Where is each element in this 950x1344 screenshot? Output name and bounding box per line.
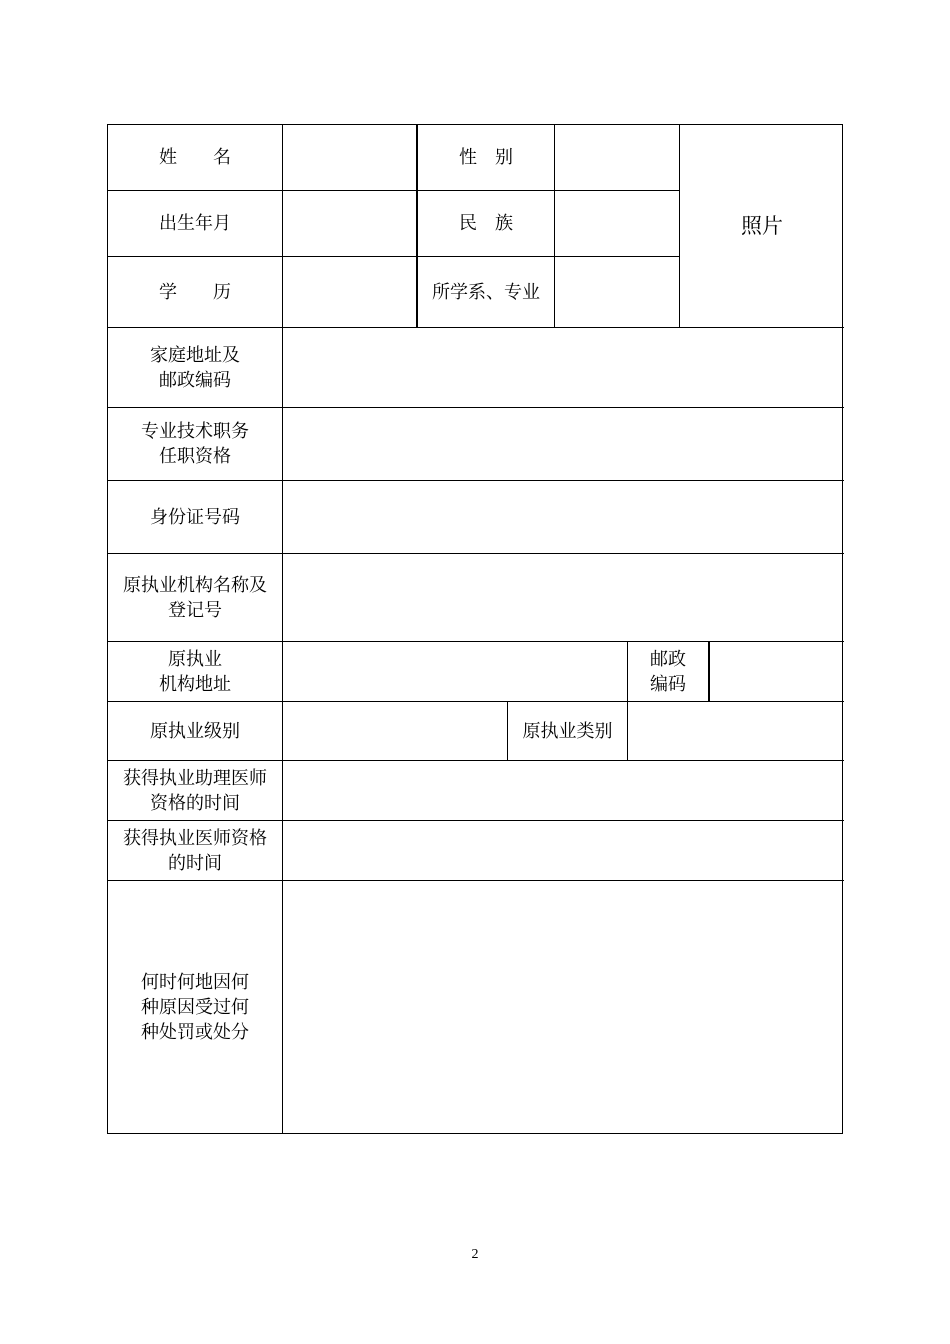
id-field[interactable]	[283, 481, 844, 553]
name-label: 姓 名	[159, 147, 231, 168]
ethnicity-field[interactable]	[555, 191, 679, 256]
org-label: 原执业机构名称及 登记号	[123, 574, 267, 621]
level-field[interactable]	[283, 702, 507, 760]
postcode-label: 邮政 编码	[650, 648, 686, 695]
gender-label: 性 别	[459, 147, 513, 168]
org-address-field[interactable]	[283, 642, 627, 701]
org-field[interactable]	[283, 554, 844, 641]
org-address-label: 原执业 机构地址	[159, 648, 231, 695]
assistant-time-field[interactable]	[283, 761, 844, 820]
address-field[interactable]	[283, 328, 844, 407]
major-label: 所学系、专业	[432, 281, 540, 303]
id-label: 身份证号码	[150, 506, 240, 528]
postcode-field[interactable]	[710, 642, 844, 701]
penalty-field[interactable]	[283, 881, 844, 1133]
birth-field[interactable]	[283, 191, 416, 256]
gender-field[interactable]	[555, 125, 679, 190]
name-field[interactable]	[283, 125, 416, 190]
education-field[interactable]	[283, 257, 416, 327]
category-field[interactable]	[628, 702, 844, 760]
birth-label: 出生年月	[159, 213, 231, 234]
photo-box[interactable]: 照片	[741, 213, 783, 238]
category-label: 原执业类别	[522, 720, 613, 742]
address-label: 家庭地址及 邮政编码	[150, 344, 240, 391]
title-label: 专业技术职务 任职资格	[141, 421, 249, 467]
level-label: 原执业级别	[150, 720, 240, 742]
physician-time-label: 获得执业医师资格 的时间	[123, 827, 267, 874]
physician-time-field[interactable]	[283, 821, 844, 880]
penalty-label: 何时何地因何 种原因受过何 种处罚或处分	[141, 971, 249, 1043]
major-field[interactable]	[555, 257, 679, 327]
page-number: 2	[471, 1247, 479, 1262]
ethnicity-label: 民 族	[459, 213, 513, 234]
title-field[interactable]	[283, 408, 844, 480]
registration-form-table	[107, 124, 843, 1134]
education-label: 学 历	[159, 281, 231, 303]
assistant-time-label: 获得执业助理医师 资格的时间	[123, 767, 267, 814]
